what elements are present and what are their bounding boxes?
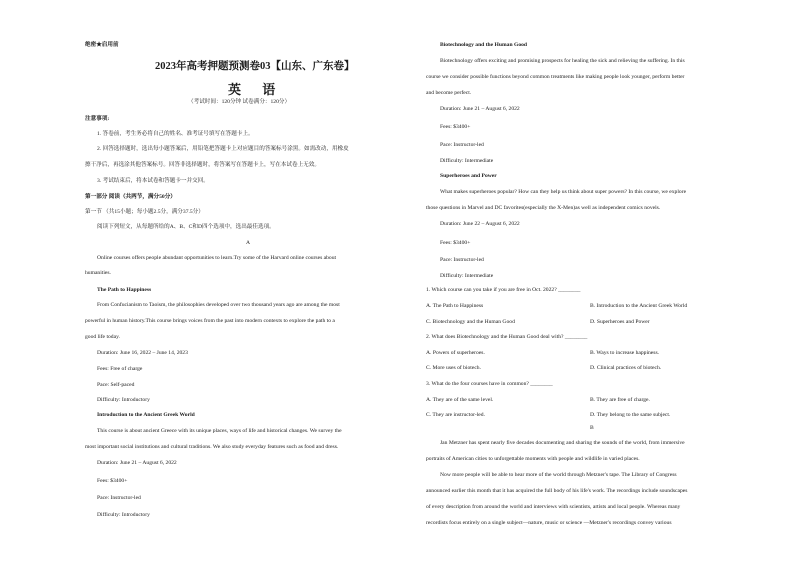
course-difficulty: Difficulty: Intermediate bbox=[440, 273, 494, 279]
course-pace: Pace: Instructor-led bbox=[440, 257, 484, 263]
course-duration: Duration: June 16, 2022 – June 14, 2023 bbox=[97, 350, 188, 356]
subject-title: 英 语 bbox=[228, 82, 285, 97]
notes-title: 注意事项: bbox=[85, 116, 110, 122]
exam-info: （考试时间：120分钟 试卷满分：120分） bbox=[188, 99, 291, 105]
course-desc: those questions in Marvel and DC favorites(especially the X-Men)as well as independent comics novels. bbox=[426, 205, 661, 211]
course-title: The Path to Happiness bbox=[97, 287, 152, 293]
passage-b-line: announced earlier this month that it has acquired the full body of his life's work. The recordings include soundscapes bbox=[426, 488, 688, 494]
passage-b-line: Now more people will be able to hear more of the world through Metzner's tape. The Library of Congress bbox=[440, 472, 677, 478]
notes-item: 2. 回答选择题时，选出每小题答案后，用铅笔把答题卡上对应题目的答案标号涂黑。如需改动，用橡皮 bbox=[97, 146, 349, 152]
notes-item: 3. 考试结束后，将本试卷和答题卡一并交回。 bbox=[97, 178, 209, 184]
question-option: B. Introduction to the Ancient Greek World bbox=[590, 303, 688, 309]
section-instruction: 阅读下列短文，从每题所给的A、B、C和D四个选项中，选出最佳选项。 bbox=[97, 224, 275, 230]
course-pace: Pace: Instructor-led bbox=[97, 495, 141, 501]
passage-b-line: portraits of American cities to unforgettable moments with people and wildlife in varied places. bbox=[426, 456, 640, 462]
question-option: D. They belong to the same subject. bbox=[590, 412, 671, 418]
question-option: B. Ways to increase happiness. bbox=[590, 350, 660, 356]
notes-item: 擦干净后，再选涂其他答案标号。回答非选择题时，将答案写在答题卡上，写在本试卷上无效。 bbox=[85, 162, 320, 168]
question-option: C. More uses of biotech. bbox=[426, 365, 481, 371]
passage-b-line: recordists focus entirely on a single subject—nature, music or science —Metzner's recordings convey various bbox=[426, 520, 672, 526]
course-fees: Fees: Free of charge bbox=[97, 366, 143, 372]
course-desc: From Confucianism to Taoism, the philosophies developed over two thousand years ago are among the most bbox=[97, 302, 340, 308]
course-difficulty: Difficulty: Introductory bbox=[97, 397, 150, 403]
passage-b-line: Jan Metzner has spent nearly five decades documenting and sharing the sounds of the world, from immersive bbox=[440, 440, 685, 446]
course-desc: course we consider possible functions beyond common treatments like making people look younger, perform better bbox=[426, 74, 685, 80]
course-difficulty: Difficulty: Introductory bbox=[97, 512, 150, 518]
course-desc: powerful in human history.This course brings voices from the past into modern contexts to explore the path to a bbox=[85, 318, 335, 324]
passage-letter-b: B bbox=[590, 425, 594, 431]
passage-intro: humanities. bbox=[85, 270, 111, 276]
course-fees: Fees: $3400+ bbox=[440, 240, 471, 246]
course-duration: Duration: June 21 – August 6, 2022 bbox=[440, 106, 520, 112]
passage-intro: Online courses offers people abundant opportunities to learn.Try some of the Harvard online courses about bbox=[97, 255, 337, 261]
secret-label: 绝密★启用前 bbox=[85, 42, 119, 48]
course-title: Biotechnology and the Human Good bbox=[440, 42, 528, 48]
course-title: Introduction to the Ancient Greek World bbox=[97, 412, 195, 418]
question-option: D. Clinical practices of biotech. bbox=[590, 365, 662, 371]
question-option: A. The Path to Happiness bbox=[426, 303, 484, 309]
course-desc: most important social institutions and cultural traditions. We also study everyday features such as food and dress. bbox=[85, 444, 339, 450]
course-pace: Pace: Self-paced bbox=[97, 382, 135, 388]
question-option: A. Powers of superheroes. bbox=[426, 350, 485, 356]
section-sub: 第一节 （共15小题；每小题2.5分，满分37.5分） bbox=[85, 209, 204, 215]
course-desc: Biotechnology offers exciting and promising prospects for healing the sick and relieving the suffering. In this bbox=[440, 58, 685, 64]
course-duration: Duration: June 22 – August 6, 2022 bbox=[440, 221, 520, 227]
question-stem: 1. Which course can you take if you are free in Oct. 2022? ________ bbox=[426, 287, 581, 293]
course-fees: Fees: $3400+ bbox=[440, 124, 471, 130]
course-desc: This course is about ancient Greece with its unique places, ways of life and historical changes. We survey the bbox=[97, 428, 342, 434]
passage-letter-a: A bbox=[246, 240, 251, 246]
course-desc: What makes superheroes popular? How can they help us think about super powers? In this course, we explore bbox=[440, 189, 687, 195]
course-desc: good life today. bbox=[85, 334, 120, 340]
course-difficulty: Difficulty: Intermediate bbox=[440, 158, 494, 164]
course-desc: and become perfect. bbox=[426, 90, 472, 96]
exam-title: 2023年高考押题预测卷03【山东、广东卷】 bbox=[155, 61, 355, 72]
course-duration: Duration: June 21 – August 6, 2022 bbox=[97, 460, 177, 466]
question-stem: 3. What do the four courses have in common? ________ bbox=[426, 381, 553, 387]
question-stem: 2. What does Biotechnology and the Human Good deal with? ________ bbox=[426, 334, 588, 340]
section-part: 第一部分 阅读（共两节，满分50分） bbox=[85, 194, 176, 200]
question-option: C. Biotechnology and the Human Good bbox=[426, 319, 515, 325]
course-title: Superheroes and Power bbox=[440, 173, 497, 179]
passage-b-line: of every description from around the world and interviews with scientists, artists and local people. Whereas many bbox=[426, 504, 681, 510]
course-fees: Fees: $3400+ bbox=[97, 478, 128, 484]
notes-item: 1. 答卷前，考生务必将自己的姓名、准考证号填写在答题卡上。 bbox=[97, 131, 254, 137]
question-option: C. They are instructor-led. bbox=[426, 412, 485, 418]
question-option: B. They are free of charge. bbox=[590, 397, 650, 403]
course-pace: Pace: Instructor-led bbox=[440, 142, 484, 148]
question-option: A. They are of the same level. bbox=[426, 397, 494, 403]
question-option: D. Superheroes and Power bbox=[590, 319, 650, 325]
